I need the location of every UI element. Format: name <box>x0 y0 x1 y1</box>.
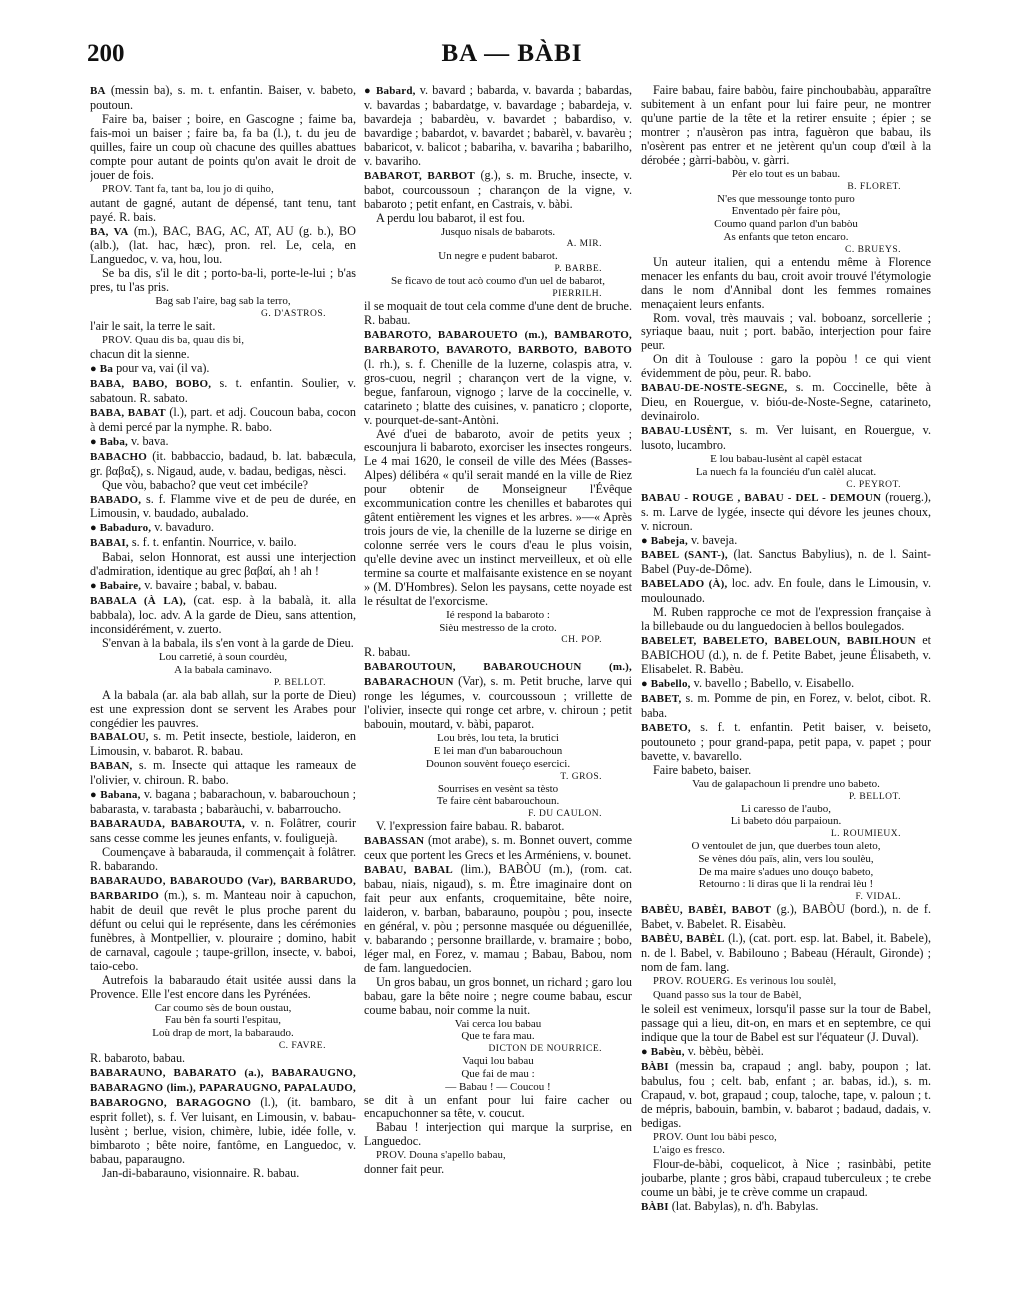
headword: ● Babana, <box>90 789 141 802</box>
dictionary-entry <box>90 817 356 846</box>
proverb: PROV. Douna s'apello babau, <box>376 1150 506 1162</box>
entry-definition: v. bavello ; Babello, v. Eisabello. <box>690 676 855 691</box>
entry-paragraph: Autrefois la babaraudo était usitée aussi dans la Provence. Elle l'est encore dans les Pyrénées. <box>90 972 356 1001</box>
entry-definition: (g.), s. m. Bruche, insecte, v. babot, courcoussoun ; charançon de la vigne, v. babaroto ; petit enfant, en Castrais, v. bàbi. <box>364 167 632 211</box>
entry-text: donner fait peur. <box>364 1162 445 1177</box>
citation-verse: Pèr elo tout es un babau. <box>731 167 841 180</box>
headword: BABÈU, BABÈL <box>641 933 725 946</box>
dictionary-entry <box>641 1045 931 1060</box>
headword: BABAROT, BARBOT <box>364 169 475 182</box>
entry-definition: v. bavaduro. <box>151 520 215 535</box>
dictionary-entry <box>90 225 356 268</box>
citation-verse: Vai cerca lou babau Que te fara mau. <box>454 1017 542 1043</box>
entry-definition: (l. rh.), s. f. Chenille de la luzerne, colaspis atra, v. gros-cuou, negril ; charançon vert de la vigne, v. begue, fanfaroun, vignogo ; larve de la coccinelle, v. catarineto ; blatte des cuisines, v. panaticro ; cloporte, v. pourquet-de-sant-Antòni. <box>364 356 632 427</box>
entry-paragraph: S'envan à la babala, ils s'en vont à la garde de Dieu. <box>102 636 354 651</box>
entry-definition: v. baveja. <box>687 532 738 547</box>
dictionary-entry <box>90 874 356 974</box>
proverb: PROV. ROUERG. Es verinous lou soulèl, Quand passo sus la tour de Babèl, <box>653 976 837 1001</box>
dictionary-entry <box>90 362 356 377</box>
headword: BÀBI <box>641 1060 669 1073</box>
dictionary-entry <box>641 721 931 764</box>
entry-text: il se moquait de tout cela comme d'une dent de bruche. R. babau. <box>364 298 632 327</box>
headword: BABEL (SANT-), <box>641 549 728 562</box>
headword: ● Ba <box>90 362 114 375</box>
entry-paragraph: Avé d'uei de babaroto, avoir de petits yeux ; escounjura li babaroto, exorciser les insectes rongeurs. Le 4 mai 1620, le conseil de ville des Mées (Basses-Alpes) délibéra « qu'il serait mandé en la ville de Riez pour obtenir de Monseigneur l'Évêque excommunication contre les chenilles et babarotes qui gâtent entièrement les vignes et les arbres. »—« Après trois jours de vie, la chenille de la luzerne se dirige en colonne serrée vers le cours d'eau le plus voisin, qu'elle devine avec un instinct merveilleux, et où elle termine sa courte et malfaisante existence en se noyant » (M. D'Hombres). Selon les paysans, cette noyade est le résultat de l'exorcisme. <box>364 426 632 608</box>
dictionary-entry <box>90 536 356 551</box>
entry-definition: v. bèbèu, bèbèi. <box>684 1043 764 1058</box>
dictionary-entry <box>364 660 632 732</box>
dictionary-entry <box>364 328 632 428</box>
dictionary-entry <box>364 84 632 169</box>
entry-paragraph: A la babala (ar. ala bab allah, sur la porte de Dieu) est une expression dont se servent les Arabes pour congédier les pauvres. <box>90 687 356 730</box>
proverb: PROV. Tant fa, tant ba, lou jo di quiho, <box>102 183 274 195</box>
dictionary-entry <box>90 759 356 788</box>
headword: BABAU-DE-NOSTE-SEGNE, <box>641 382 788 395</box>
dictionary-entry <box>641 932 931 975</box>
entry-definition: pour va, vai (il va). <box>113 360 210 375</box>
entry-paragraph: On dit à Toulouse : garo la popòu ! ce qui vient évidemment de pòu, peur. R. babo. <box>641 352 931 381</box>
entry-definition: (Var), s. m. Petit bruche, larve qui ronge les légumes, v. courcoussoun ; vrillette de l'olivier, insecte qui ronge cet arbre, v. chiroun ; petit babouin, moutard, v. bàbi, paparot. <box>364 674 632 732</box>
citation-author: B. FLORET. <box>847 181 901 192</box>
entry-paragraph: M. Ruben rapproche ce mot de l'expression française à la billebaude ou du languedocien à bellos boulegados. <box>641 605 931 634</box>
entry-definition: s. m. Ver luisant, en Rouergue, v. lusoto, lucambro. <box>641 423 931 453</box>
citation-verse: Vau de galapachoun li prendre uno babeto. <box>692 777 880 790</box>
entry-definition: (l.), part. et adj. Coucoun baba, cocon à demi percé par la nymphe. R. babo. <box>90 404 356 434</box>
entry-paragraph: Se ba dis, s'il le dit ; porto-ba-li, porte-le-lui ; b'as pres, tu l'as pris. <box>90 266 356 295</box>
entry-definition: (lim.), BABÒU (m.), (rom. cat. babau, niais, nigaud), s. m. Être imaginaire dont on fait peur aux enfants, croquemitaine, bête noire, laideron, v. barban, babarauno, poupòu ; pou, insecte en général, v. pòu ; personne masquée ou déguenillée, v. babarando ; personne braillarde, v. bramaire ; bobo, léger mal, en Forez, v. mamau ; Babau, Babou, nom de fam. languedocien. <box>364 862 632 975</box>
citation-author: L. ROUMIEUX. <box>830 829 901 840</box>
entry-text: l'air le sait, la terre le sait. <box>90 319 216 334</box>
entry-definition: (messin ba, crapaud ; angl. baby, poupon ; lat. babulus, fou ; celt. bab, enfant ; ar. babas, id.), s. m. Crapaud, v. bot, grapaud ; coup, taloche, tape, v. paloun ; t. de mépris, babouin, bambin, v. babarot ; badaud, dadais, v. bedigas. <box>641 1058 931 1130</box>
headword: ● Babard, <box>364 85 416 97</box>
entry-paragraph: V. l'expression faire babau. R. babarot. <box>376 819 565 834</box>
headword: BABAI, <box>90 537 129 550</box>
dictionary-entry <box>90 435 356 450</box>
entry-text: se dit à un enfant pour lui faire cacher ou encapuchonner sa tête, v. coucut. <box>364 1092 632 1121</box>
dictionary-entry <box>90 377 356 406</box>
entry-paragraph: Babau ! interjection qui marque la surprise, en Languedoc. <box>364 1120 632 1149</box>
citation-author: A. MIR. <box>566 239 602 250</box>
headword: BABADO, <box>90 493 142 506</box>
dictionary-entry <box>90 1066 356 1167</box>
entry-definition: v. bavard ; babarda, v. bavarda ; babardas, v. bavardas ; babardatge, v. bavardage ; babardeja, v. bavardeja ; babardèu, v. bavardet ; babardiso, v. bavardige ; babardot, v. bavardet ; babarèl, v. bavarèu ; babaricot, v. balicot ; babariha, v. bavariha ; babarilho, v. bavariho. <box>364 84 632 168</box>
dictionary-entry <box>641 1200 931 1215</box>
dictionary-entry <box>641 692 931 721</box>
headword: ● Babeja, <box>641 534 688 547</box>
entry-paragraph: Faire babeto, baiser. <box>653 762 752 777</box>
entry-paragraph: Un auteur italien, qui a entendu même à Florence menacer les enfants du bau, croit avoir trouvé l'étymologie dans le nom d'Annibal dont les femmes romaines menaçaient leurs enfants. <box>641 254 931 311</box>
headword: BABAROUTOUN, BABAROUCHOUN (m.), BABARACHOUN <box>364 661 632 689</box>
entry-definition: (rouerg.), s. m. Larve de lygée, insecte qui dévore les jeunes choux, v. nicroun. <box>641 489 931 533</box>
headword: BABA, BABO, BOBO, <box>90 377 212 390</box>
citation-verse: Car coumo sès de boun oustau, Fau bèn fa sourti l'espitau, Loù drap de mort, la babaraudo. <box>152 1001 294 1040</box>
headword: ● Babello, <box>641 678 691 691</box>
dictionary-entry <box>641 577 931 606</box>
citation-author: C. BRUEYS. <box>845 244 901 255</box>
citation-verse: Lou carretié, à soun courdèu, A la babala caminavo. <box>158 651 288 676</box>
entry-definition: (cat. esp. à la babalà, it. alla babbala), loc. adv. A la garde de Dieu, sans attention, inconsidérément, v. zuerto. <box>90 593 356 637</box>
proverb: PROV. Quau dis ba, quau dis bi, <box>102 335 245 347</box>
entry-paragraph: Jan-di-babarauno, visionnaire. R. babau. <box>102 1165 300 1180</box>
running-title: BA — BÀBI <box>441 40 583 67</box>
headword: BABARAUDO, BABAROUDO (Var), BARBARUDO, BARBARIDO <box>90 875 356 902</box>
entry-paragraph: Que vòu, babacho? que veut cet imbécile? <box>102 477 309 492</box>
headword: ● Babaire, <box>90 580 142 593</box>
entry-paragraph: Un gros babau, un gros bonnet, un richard ; garo lou babau, gare la bête noire ; negre coume babau, escur coume babau, noir comme la nuit. <box>364 974 632 1017</box>
dictionary-entry <box>90 730 356 759</box>
headword: BA, VA <box>90 225 129 238</box>
headword: BABAROTO, BABAROUETO (m.), BAMBAROTO, BARBAROTO, BAVAROTO, BARBOTO, BABOTO <box>364 328 632 356</box>
headword: BABET, <box>641 692 682 705</box>
citation-author: F. VIDAL. <box>855 892 901 903</box>
citation-author: C. PEYROT. <box>846 479 901 490</box>
entry-text: chacun dit la sienne. <box>90 347 190 361</box>
entry-definition: (lat. Babylas), n. d'h. Babylas. <box>668 1199 819 1214</box>
entry-definition: s. m. Petit insecte, bestiole, laideron, en Limousin, v. babarot. R. babau. <box>90 729 356 759</box>
dictionary-entry <box>641 491 931 534</box>
dictionary-entry <box>641 424 931 453</box>
dictionary-entry <box>90 521 356 536</box>
headword: ● Baba, <box>90 435 128 448</box>
headword: ● Babaduro, <box>90 522 152 535</box>
dictionary-entry <box>364 169 632 212</box>
citation-author: F. DU CAULON. <box>528 809 602 820</box>
dictionary-entry <box>364 863 632 976</box>
citation-author: PIERRILH. <box>552 288 602 299</box>
dictionary-entry <box>641 1060 931 1131</box>
headword: BA <box>90 85 106 97</box>
citation-verse: Li caresso de l'aubo, Li babeto dóu parpaioun. <box>730 802 842 828</box>
entry-definition: v. bavaire ; babal, v. babau. <box>141 578 278 593</box>
citation-author: CH. POP. <box>561 635 602 646</box>
headword: BABACHO <box>90 450 148 463</box>
entry-definition: (l.), (it. bambaro, esprit follet), s. f. Ver luisant, en Limousin, v. babau-lusènt ; berlue, vision, chimère, lubie, idée folle, v. bimbaroto ; bête noire, fantôme, en Languedoc, v. babau, paparaugno. <box>90 1094 356 1166</box>
dictionary-entry <box>90 493 356 522</box>
column-left <box>90 84 356 1299</box>
entry-paragraph: Faire babau, faire babòu, faire pinchoubabàu, apparaître subitement à un enfant pour lui faire peur, ne montrer qu'une partie de la tête et la retirer ensuite ; épier ; se montrer ; n'ausèron pas intra, faguèron que babau, ils n'osèrent pas entrer et ne jetèrent qu'un coup d'œil à la dérobée ; gàrri-babòu, v. gàrri. <box>641 84 931 167</box>
headword: ● Babèu, <box>641 1045 685 1058</box>
entry-definition: s. f. t. enfantin. Nourrice, v. bailo. <box>128 535 297 550</box>
headword: BABALOU, <box>90 731 149 744</box>
entry-paragraph: A perdu lou babarot, il est fou. <box>376 210 525 225</box>
entry-definition: loc. adv. En foule, dans le Limousin, v. moulounado. <box>641 576 931 606</box>
page-number: 200 <box>87 40 125 67</box>
entry-definition: (m.), s. m. Manteau noir à capuchon, habit de deuil que revêt le plus proche parent du défunt ou celui qui le représente, dans les cérémonies funèbres, à Montpellier, v. plouraire ; domino, habit de carnaval, cagoule ; taupe-grillon, insecte, v. baboi, taio-cebo. <box>90 887 356 973</box>
citation-verse: Un negre e pudent babarot. <box>438 250 558 263</box>
headword: BABA, BABAT <box>90 406 166 419</box>
dictionary-entry <box>641 634 931 677</box>
entry-definition: (m.), BAC, BAG, AC, AT, AU (g. b.), BO (alb.), (lat. hac, hæc), pron. rel. Le, cela, en Languedoc, v. va, hou, lou. <box>90 223 356 267</box>
headword: BABELADO (À), <box>641 578 728 591</box>
entry-paragraph: Flour-de-bàbi, coquelicot, à Nice ; rasinbàbi, petite joubarbe, plante ; gros bàbi, crapaud tuberculeux ; te crebe coume un bàbi, je te crève comme un crapaud. <box>641 1157 931 1200</box>
citation-verse: Sourrises en vesènt sa tèsto Te faire cènt babarouchoun. <box>436 782 560 808</box>
headword: BABETO, <box>641 721 691 734</box>
citation-verse: Lou brès, lou teta, la brutici E lei man d'un babarouchoun Dounon souvènt foueço esercici. <box>425 732 571 770</box>
entry-definition: (mot arabe), s. m. Bonnet ouvert, comme ceux que portent les Grecs et les Arméniens, v. bounet. <box>364 833 632 863</box>
entry-definition: s. m. Insecte qui attaque les rameaux de l'olivier, v. chiroun. R. babo. <box>90 758 356 788</box>
entry-text: R. babau. <box>364 645 411 660</box>
citation-verse: N'es que messounge tonto puro Enventado pèr faire pòu, Coumo quand parlon d'un babòu As enfants que teton encaro. <box>714 192 858 243</box>
entry-text: autant de gagné, autant de dépensé, tant tenu, tant payé. R. bais. <box>90 195 356 224</box>
column-right <box>641 84 931 1299</box>
dictionary-entry <box>90 788 356 817</box>
headword: BABAU-LUSÈNT, <box>641 425 732 438</box>
entry-definition: (lat. Sanctus Babylius), n. de l. Saint-Babel (Puy-de-Dôme). <box>641 547 931 577</box>
entry-definition: (it. babbaccio, badaud, b. lat. babæcula, gr. βαβαξ), s. Nigaud, aude, v. badau, bedigas, nèsci. <box>90 448 356 478</box>
dictionary-entry <box>641 534 931 549</box>
entry-definition: (g.), BABÒU (bord.), n. de f. Babet, v. Babelet. R. Eisabèu. <box>641 902 931 932</box>
dictionary-entry <box>90 594 356 637</box>
citation-author: DICTON DE NOURRICE. <box>488 1044 602 1055</box>
dictionary-entry <box>641 677 931 692</box>
dictionary-entry <box>641 903 931 932</box>
entry-definition: (messin ba), s. m. t. enfantin. Baiser, v. babeto, poutoun. <box>90 84 356 112</box>
entry-definition: et BABICHOU (d.), n. de f. Petite Babet, jeune Élisabeth, v. Elisabelet. R. Babèu. <box>641 633 931 677</box>
column-middle <box>364 84 632 1299</box>
headword: BABAU, BABAL <box>364 864 453 877</box>
headword: BABALA (À LA), <box>90 595 186 608</box>
citation-verse: O ventoulet de jun, que duerbes toun aleto, Se vènes dóu païs, alin, vers lou soulèu, De ma maire s'adues uno douço babeto, Retourno : li diras que li la rendrai lèu ! <box>691 840 881 891</box>
citation-author: C. FAVRE. <box>278 1040 326 1051</box>
entry-definition: s. m. Coccinelle, bête à Dieu, en Rouergue, v. bióu-de-Noste-Segne, catarineto, devinairolo. <box>641 380 931 424</box>
citation-verse: Ié respond la babaroto : Sièu mestresso de la croto. <box>439 608 557 634</box>
citation-author: T. GROS. <box>560 771 602 782</box>
citation-author: P. BARBE. <box>554 264 602 275</box>
citation-verse: Bag sab l'aire, bag sab la terro, <box>155 295 291 308</box>
entry-paragraph: Rom. voval, très mauvais ; val. boboanz, sorcellerie ; syriaque baau, nuit ; port. babão, interjection pour faire peur. <box>641 310 931 353</box>
headword: BABARAUDA, BABAROUTA, <box>90 818 245 831</box>
citation-author: P. BELLOT. <box>273 677 326 688</box>
entry-definition: s. t. enfantin. Soulier, v. sabatoun. R. sabato. <box>90 375 356 405</box>
dictionary-entry <box>90 406 356 435</box>
dictionary-entry <box>641 548 931 577</box>
headword: BÀBI <box>641 1201 669 1214</box>
headword: BABASSAN <box>364 835 425 848</box>
headword: BABARAUNO, BABARATO (a.), BABARAUGNO, BABARAGNO (lim.), PAPARAUGNO, PAPALAUDO, BABAROGNO, BARAGOGNO <box>90 1066 356 1109</box>
citation-verse: Vaqui lou babau Que fai de mau : — Babau ! — Coucou ! <box>445 1055 551 1093</box>
citation-verse: Jusquo nisals de babarots. <box>440 225 556 238</box>
headword: BABELET, BABELETO, BABELOUN, BABILHOUN <box>641 635 916 648</box>
citation-verse: E lou babau-lusènt al capèl estacat La nuech fa la founciéu d'un calèl alucat. <box>695 453 877 478</box>
entry-paragraph: Faire ba, baiser ; boire, en Gascogne ; faime ba, fais-moi un baiser ; faire ba, fa ba (l.), t. du jeu de quilles, faire un coup où chacune des quilles abattues compte pour autant de points qu'on avait le droit de jouer de fois. <box>90 111 356 182</box>
entry-paragraph: Babai, selon Honnorat, est aussi une interjection d'admiration, identique au grec βαβαί, ah ! ah ! <box>90 550 356 579</box>
entry-text: le soleil est venimeux, lorsqu'il passe sur la tour de Babel, passage qui a lieu, dit-on, en mars et en septembre, ce qui indique que la tour de Babel est sur l'équateur (J. Duval). <box>641 1001 931 1044</box>
dictionary-entry <box>90 450 356 479</box>
citation-author: G. D'ASTROS. <box>261 309 326 320</box>
proverb: PROV. Ount lou bàbi pesco, L'aigo es fresco. <box>653 1131 778 1157</box>
dictionary-entry <box>364 834 632 863</box>
dictionary-entry <box>641 381 931 424</box>
entry-text: R. babaroto, babau. <box>90 1050 186 1065</box>
headword: BABÈU, BABÈI, BABOT <box>641 904 772 917</box>
entry-definition: s. f. t. enfantin. Petit baiser, v. beiseto, poutouneto ; pour grand-papa, petit papa, v. papet ; pour bavette, v. bavarello. <box>641 719 931 763</box>
entry-paragraph: Coumençave à babarauda, il commençait à folâtrer. R. babarando. <box>90 845 356 874</box>
citation-verse: Se ficavo de tout acò coumo d'un uel de babarot, <box>391 275 605 288</box>
citation-author: P. BELLOT. <box>848 791 901 802</box>
dictionary-entry <box>90 579 356 594</box>
entry-definition: v. n. Folâtrer, courir sans cesse comme les jeunes enfants, v. fouliguejà. <box>90 816 356 846</box>
entry-definition: s. f. Flamme vive et de peu de durée, en Limousin, v. baudado, aubalado. <box>90 491 356 521</box>
entry-definition: v. bava. <box>128 433 169 448</box>
entry-definition: s. m. Pomme de pin, en Forez, v. belot, cibot. R. baba. <box>641 690 931 720</box>
dictionary-entry <box>90 84 356 113</box>
headword: BABAU - ROUGE , BABAU - DEL - DEMOUN <box>641 491 882 504</box>
entry-definition: (l.), (cat. port. esp. lat. Babel, it. Babele), n. de l. Babel, v. Babilouno ; Babeau (Hérault, Gironde) ; nom de fam. lang. <box>641 931 931 975</box>
entry-definition: v. bagana ; babarachoun, v. babarouchoun ; babarasta, v. tarabasta ; babaràuchi, v. babarroucho. <box>90 787 356 817</box>
headword: BABAN, <box>90 760 133 773</box>
